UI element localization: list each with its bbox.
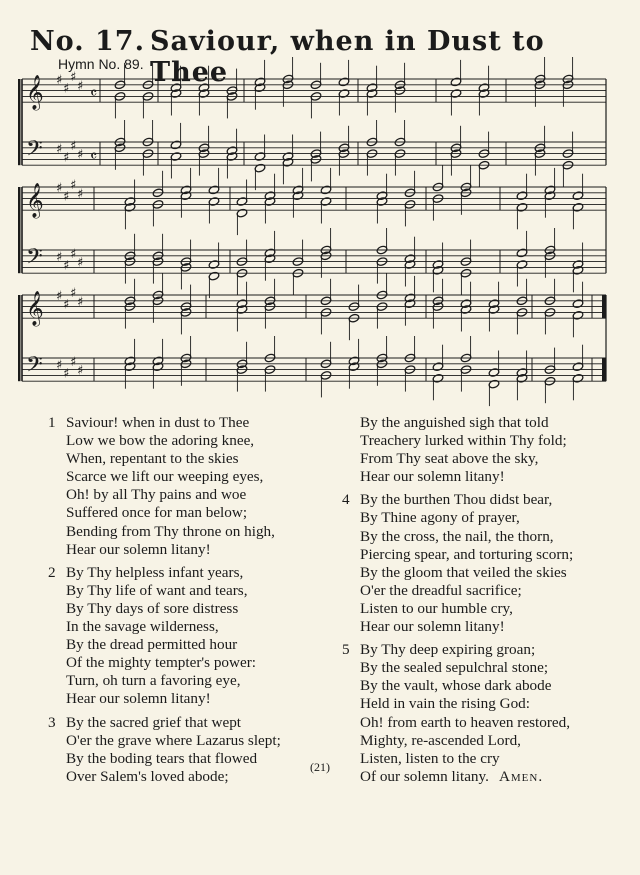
key-signature-sharp: ♯ [70, 70, 77, 86]
verse-line: O'er the grave where Lazarus slept; [66, 731, 281, 749]
note-head [170, 140, 182, 150]
note-head [254, 163, 266, 173]
verse-line: By the burthen Thou didst bear, [360, 491, 553, 509]
key-signature-sharp: ♯ [56, 357, 63, 373]
bass-clef: 𝄢 [26, 244, 43, 275]
stanza-2 [48, 564, 328, 709]
verses-right-column [342, 414, 632, 791]
note-head [254, 152, 266, 162]
note-head [572, 191, 584, 201]
verse-line: By the boding tears that flowed [66, 749, 258, 767]
verse-line: By Thy helpless infant years, [66, 563, 244, 581]
tune-reference: Hymn No. 89. [58, 56, 144, 72]
hymn-number: No. 17. [30, 26, 145, 57]
verse-line: By the sacred grief that wept [66, 713, 242, 731]
note-head [208, 185, 220, 195]
verse-line: By Thine agony of prayer, [360, 509, 520, 527]
key-signature-sharp: ♯ [70, 354, 77, 370]
note-head [432, 362, 444, 372]
note-head [208, 260, 220, 270]
note-head [170, 152, 182, 162]
stanza-3 [48, 714, 328, 786]
verse-line: By Thy life of want and tears, [66, 581, 248, 599]
verse-line: Scarce we lift our weeping eyes, [66, 468, 264, 486]
note-head [338, 77, 350, 87]
verse-line: Oh! by all Thy pains and woe [66, 486, 247, 504]
note-head [488, 368, 500, 378]
stanza-number: 5 [342, 641, 350, 659]
brace-bracket [18, 79, 21, 165]
music-score [0, 0, 640, 420]
verse-line: Bending from Thy throne on high, [66, 522, 275, 540]
key-signature-sharp: ♯ [77, 78, 84, 94]
verse-line: By the anguished sigh that told [360, 414, 549, 431]
key-signature-sharp: ♯ [63, 81, 70, 97]
note-head [488, 379, 500, 389]
note-head [236, 197, 248, 207]
verse-line: Listen, listen to the cry [360, 749, 500, 767]
note-head [572, 299, 584, 309]
verse-line: By the dread permitted hour [66, 636, 238, 654]
key-signature-sharp: ♯ [63, 297, 70, 313]
treble-clef: 𝄞 [26, 183, 44, 219]
key-signature-sharp: ♯ [56, 289, 63, 304]
verse-line: By Thy deep expiring groan; [360, 641, 536, 659]
note-head [572, 362, 584, 372]
stanza-3-continued [342, 414, 632, 486]
verse-line: Hear our solemn litany! [360, 468, 505, 486]
verse-line-text: Of our solemn litany. [360, 767, 489, 785]
note-head [450, 89, 462, 99]
verse-line: Oh! from earth to heaven restored, [360, 713, 571, 731]
note-head [208, 197, 220, 207]
stanza-4 [342, 491, 632, 636]
note-head [572, 202, 584, 212]
verse-line: From Thy seat above the sky, [360, 450, 539, 468]
verse-line: By the vault, whose dark abode [360, 677, 552, 695]
verse-line: Hear our solemn litany! [360, 618, 505, 636]
verse-line: Turn, oh turn a favoring eye, [66, 672, 241, 690]
key-signature-sharp: ♯ [56, 181, 63, 196]
note-head [320, 185, 332, 195]
verse-line: Treachery lurked within Thy fold; [360, 432, 567, 450]
verse-line: When, repentant to the skies [66, 450, 239, 468]
stanza-1 [48, 414, 328, 559]
note-head [320, 197, 332, 207]
brace-bracket [18, 295, 21, 381]
key-signature-sharp: ♯ [77, 255, 84, 271]
bass-clef: 𝄢 [26, 352, 43, 383]
key-signature-sharp: ♯ [77, 186, 84, 202]
key-signature-sharp: ♯ [70, 138, 77, 154]
verse-line: O'er the dreadful sacrifice; [360, 581, 522, 599]
verse-line: By the gloom that veiled the skies [360, 563, 567, 581]
verse-line: Over Salem's loved abode; [66, 767, 229, 785]
note-head [236, 208, 248, 218]
verse-line: By Thy days of sore distress [66, 599, 239, 617]
bass-clef: 𝄢 [26, 136, 43, 167]
verse-line: Suffered once for man below; [66, 504, 248, 522]
verse-line: Hear our solemn litany! [66, 690, 211, 708]
treble-clef: 𝄞 [26, 75, 44, 111]
key-signature-sharp: ♯ [56, 141, 63, 157]
stanza-number: 2 [48, 563, 56, 581]
verse-line: By the cross, the nail, the thorn, [360, 527, 554, 545]
note-head [450, 77, 462, 87]
treble-clef: 𝄞 [26, 291, 44, 327]
verse-line: Hear our solemn litany! [66, 540, 211, 558]
note-head [516, 248, 528, 258]
key-signature-sharp: ♯ [63, 150, 70, 166]
key-signature-sharp: ♯ [70, 178, 77, 194]
stanza-number: 3 [48, 713, 56, 731]
final-barline-thick [602, 358, 606, 381]
hymn-title: Saviour, when in Dust to Thee [150, 26, 545, 88]
key-signature-sharp: ♯ [77, 147, 84, 163]
key-signature-sharp: ♯ [56, 73, 63, 88]
verses-left-column [48, 414, 328, 791]
key-signature-sharp: ♯ [70, 286, 77, 302]
verse-line: Held in vain the rising God: [360, 695, 530, 713]
verse-line: Saviour! when in dust to Thee [66, 414, 250, 431]
verse-line: By the sealed sepulchral stone; [360, 659, 549, 677]
page-number: (21) [310, 760, 330, 774]
stanza-number: 4 [342, 491, 350, 509]
verse-line: Low we bow the adoring knee, [66, 432, 255, 450]
brace-bracket [18, 187, 21, 273]
note-head [572, 373, 584, 383]
key-signature-sharp: ♯ [63, 258, 70, 274]
key-signature-sharp: ♯ [63, 366, 70, 382]
key-signature-sharp: ♯ [77, 294, 84, 310]
key-signature-sharp: ♯ [63, 189, 70, 205]
note-head [516, 260, 528, 270]
verse-line: Of the mighty tempter's power: [66, 654, 257, 672]
final-barline-thick [602, 295, 606, 318]
key-signature-sharp: ♯ [77, 363, 84, 379]
stanza-number: 1 [48, 414, 56, 431]
note-head [516, 202, 528, 212]
verse-line: In the savage wilderness, [66, 618, 219, 636]
note-head [572, 310, 584, 320]
key-signature-sharp: ♯ [70, 246, 77, 262]
verse-line: Listen to our humble cry, [360, 599, 513, 617]
amen-text: Amen. [498, 767, 544, 785]
verse-line: Piercing spear, and torturing scorn; [360, 545, 574, 563]
note-head [208, 271, 220, 281]
note-head [338, 89, 350, 99]
note-head [432, 373, 444, 383]
verse-line: Mighty, re-ascended Lord, [360, 731, 521, 749]
time-signature: 𝄴 [90, 83, 98, 103]
time-signature: 𝄴 [90, 146, 98, 166]
key-signature-sharp: ♯ [56, 249, 63, 265]
note-head [516, 191, 528, 201]
